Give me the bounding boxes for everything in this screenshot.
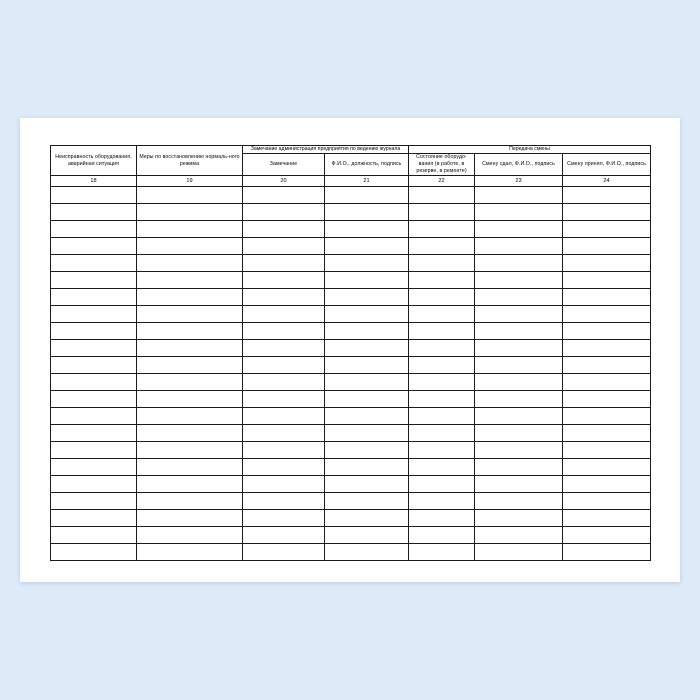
table-cell[interactable] [137,357,243,374]
table-cell[interactable] [137,476,243,493]
table-cell[interactable] [51,425,137,442]
table-cell[interactable] [563,323,651,340]
table-cell[interactable] [325,306,409,323]
column-number-20: 20 [243,176,325,187]
table-cell[interactable] [409,357,475,374]
table-cell[interactable] [563,255,651,272]
table-cell[interactable] [409,323,475,340]
table-cell[interactable] [475,544,563,561]
table-cell[interactable] [137,187,243,204]
table-cell[interactable] [137,374,243,391]
table-cell[interactable] [137,204,243,221]
table-row [51,221,651,238]
table-cell[interactable] [137,544,243,561]
table-cell[interactable] [563,306,651,323]
column-number-19: 19 [137,176,243,187]
subheader-remark: Замечание [243,154,325,176]
table-cell[interactable] [325,391,409,408]
table-cell[interactable] [51,408,137,425]
table-cell[interactable] [51,459,137,476]
table-cell[interactable] [475,306,563,323]
table-cell[interactable] [137,442,243,459]
column-number-24: 24 [563,176,651,187]
table-row [51,459,651,476]
table-cell[interactable] [563,187,651,204]
table-cell[interactable] [563,357,651,374]
table-cell[interactable] [409,204,475,221]
table-cell[interactable] [51,289,137,306]
table-cell[interactable] [409,255,475,272]
table-cell[interactable] [243,476,325,493]
table-cell[interactable] [137,408,243,425]
table-cell[interactable] [243,544,325,561]
table-cell[interactable] [325,357,409,374]
table-cell[interactable] [563,289,651,306]
table-cell[interactable] [51,306,137,323]
table-cell[interactable] [137,391,243,408]
table-cell[interactable] [243,459,325,476]
table-cell[interactable] [475,289,563,306]
table-cell[interactable] [409,272,475,289]
table-cell[interactable] [51,357,137,374]
table-cell[interactable] [409,187,475,204]
table-row [51,357,651,374]
table-cell[interactable] [325,187,409,204]
table-cell[interactable] [137,527,243,544]
table-cell[interactable] [51,221,137,238]
table-cell[interactable] [563,510,651,527]
table-row [51,442,651,459]
table-cell[interactable] [409,391,475,408]
table-cell[interactable] [51,238,137,255]
table-cell[interactable] [137,340,243,357]
table-cell[interactable] [475,255,563,272]
table-cell[interactable] [475,323,563,340]
table-cell[interactable] [137,493,243,510]
table-cell[interactable] [137,425,243,442]
table-body [51,187,651,561]
table-row [51,204,651,221]
table-cell[interactable] [563,221,651,238]
table-row [51,306,651,323]
table-cell[interactable] [137,459,243,476]
table-cell[interactable] [243,238,325,255]
column-number-22: 22 [409,176,475,187]
table-cell[interactable] [409,289,475,306]
table-cell[interactable] [243,442,325,459]
table-cell[interactable] [563,391,651,408]
table-cell[interactable] [325,510,409,527]
table-cell[interactable] [325,425,409,442]
table-row [51,391,651,408]
table-cell[interactable] [243,221,325,238]
table-cell[interactable] [475,442,563,459]
table-cell[interactable] [409,476,475,493]
document-page [20,118,680,582]
table-row [51,255,651,272]
table-cell[interactable] [563,527,651,544]
table-cell[interactable] [475,408,563,425]
table-cell[interactable] [409,442,475,459]
table-cell[interactable] [563,374,651,391]
table-cell[interactable] [409,459,475,476]
journal-table-container [50,145,650,555]
table-cell[interactable] [325,340,409,357]
table-row [51,272,651,289]
table-cell[interactable] [325,442,409,459]
table-cell[interactable] [409,408,475,425]
table-row [51,425,651,442]
table-cell[interactable] [243,408,325,425]
table-cell[interactable] [243,527,325,544]
table-row [51,544,651,561]
table-cell[interactable] [409,544,475,561]
table-cell[interactable] [475,476,563,493]
subheader-shift-handed-over: Смену сдал, Ф.И.О., подпись [475,154,563,176]
header-shift-handover-group: Передача смены [409,146,651,154]
header-group-row [51,146,651,154]
table-cell[interactable] [51,255,137,272]
table-header [51,146,651,187]
table-cell[interactable] [51,510,137,527]
table-cell[interactable] [325,459,409,476]
table-row [51,493,651,510]
table-cell[interactable] [409,221,475,238]
table-cell[interactable] [409,374,475,391]
table-cell[interactable] [51,527,137,544]
table-cell[interactable] [325,255,409,272]
table-cell[interactable] [475,221,563,238]
table-row [51,510,651,527]
table-cell[interactable] [475,204,563,221]
table-row [51,238,651,255]
table-row [51,476,651,493]
table-cell[interactable] [475,493,563,510]
header-measures: Меры по восстановлению нормаль-ного режима [137,146,243,176]
table-cell[interactable] [325,204,409,221]
table-cell[interactable] [475,357,563,374]
table-cell[interactable] [51,493,137,510]
table-cell[interactable] [475,272,563,289]
table-cell[interactable] [137,238,243,255]
table-cell[interactable] [325,221,409,238]
table-cell[interactable] [409,238,475,255]
table-cell[interactable] [325,323,409,340]
table-cell[interactable] [137,289,243,306]
table-cell[interactable] [325,476,409,493]
table-cell[interactable] [475,391,563,408]
column-number-18: 18 [51,176,137,187]
table-cell[interactable] [137,510,243,527]
subheader-name-position-signature: Ф.И.О., должность, подпись [325,154,409,176]
column-number-21: 21 [325,176,409,187]
table-cell[interactable] [137,221,243,238]
table-cell[interactable] [563,408,651,425]
table-cell[interactable] [51,442,137,459]
table-cell[interactable] [563,340,651,357]
table-cell[interactable] [325,289,409,306]
table-cell[interactable] [243,374,325,391]
table-cell[interactable] [243,493,325,510]
table-cell[interactable] [51,391,137,408]
table-cell[interactable] [243,289,325,306]
table-cell[interactable] [325,408,409,425]
table-cell[interactable] [51,272,137,289]
table-cell[interactable] [475,374,563,391]
column-number-row [51,176,651,187]
table-cell[interactable] [137,272,243,289]
table-cell[interactable] [475,425,563,442]
table-row [51,289,651,306]
journal-table [50,145,651,561]
table-cell[interactable] [137,306,243,323]
table-cell[interactable] [51,476,137,493]
table-cell[interactable] [243,187,325,204]
table-cell[interactable] [243,272,325,289]
table-cell[interactable] [409,425,475,442]
table-cell[interactable] [243,391,325,408]
table-cell[interactable] [563,238,651,255]
table-cell[interactable] [325,493,409,510]
table-cell[interactable] [325,527,409,544]
table-cell[interactable] [325,544,409,561]
table-cell[interactable] [243,510,325,527]
table-cell[interactable] [563,425,651,442]
table-row [51,374,651,391]
table-cell[interactable] [51,374,137,391]
table-cell[interactable] [325,238,409,255]
table-cell[interactable] [475,187,563,204]
table-cell[interactable] [243,204,325,221]
table-row [51,408,651,425]
table-cell[interactable] [563,476,651,493]
table-cell[interactable] [51,323,137,340]
table-cell[interactable] [475,340,563,357]
table-cell[interactable] [563,442,651,459]
table-cell[interactable] [475,527,563,544]
table-cell[interactable] [409,493,475,510]
header-malfunction: Неисправность оборудования, аварийная ситуация [51,146,137,176]
table-cell[interactable] [475,510,563,527]
table-cell[interactable] [243,340,325,357]
table-cell[interactable] [409,527,475,544]
table-row [51,527,651,544]
table-cell[interactable] [325,374,409,391]
table-cell[interactable] [409,510,475,527]
table-cell[interactable] [51,544,137,561]
table-cell[interactable] [51,204,137,221]
table-row [51,340,651,357]
table-cell[interactable] [51,187,137,204]
table-cell[interactable] [563,459,651,476]
table-cell[interactable] [243,255,325,272]
table-cell[interactable] [325,272,409,289]
column-number-23: 23 [475,176,563,187]
table-cell[interactable] [409,306,475,323]
table-row [51,187,651,204]
table-cell[interactable] [243,425,325,442]
table-cell[interactable] [563,544,651,561]
table-cell[interactable] [563,493,651,510]
table-cell[interactable] [409,340,475,357]
table-cell[interactable] [475,459,563,476]
table-cell[interactable] [137,255,243,272]
table-cell[interactable] [243,357,325,374]
subheader-equipment-state: Состояние оборудо-вания (в работе, в резерве, в ремонте) [409,154,475,176]
table-cell[interactable] [563,204,651,221]
table-row [51,323,651,340]
header-admin-remarks-group: Замечание администрация предприятия по ведению журнала [243,146,409,154]
table-cell[interactable] [51,340,137,357]
subheader-shift-accepted: Смену принял, Ф.И.О., подпись [563,154,651,176]
table-cell[interactable] [137,323,243,340]
table-cell[interactable] [243,306,325,323]
table-cell[interactable] [243,323,325,340]
table-cell[interactable] [563,272,651,289]
table-cell[interactable] [475,238,563,255]
